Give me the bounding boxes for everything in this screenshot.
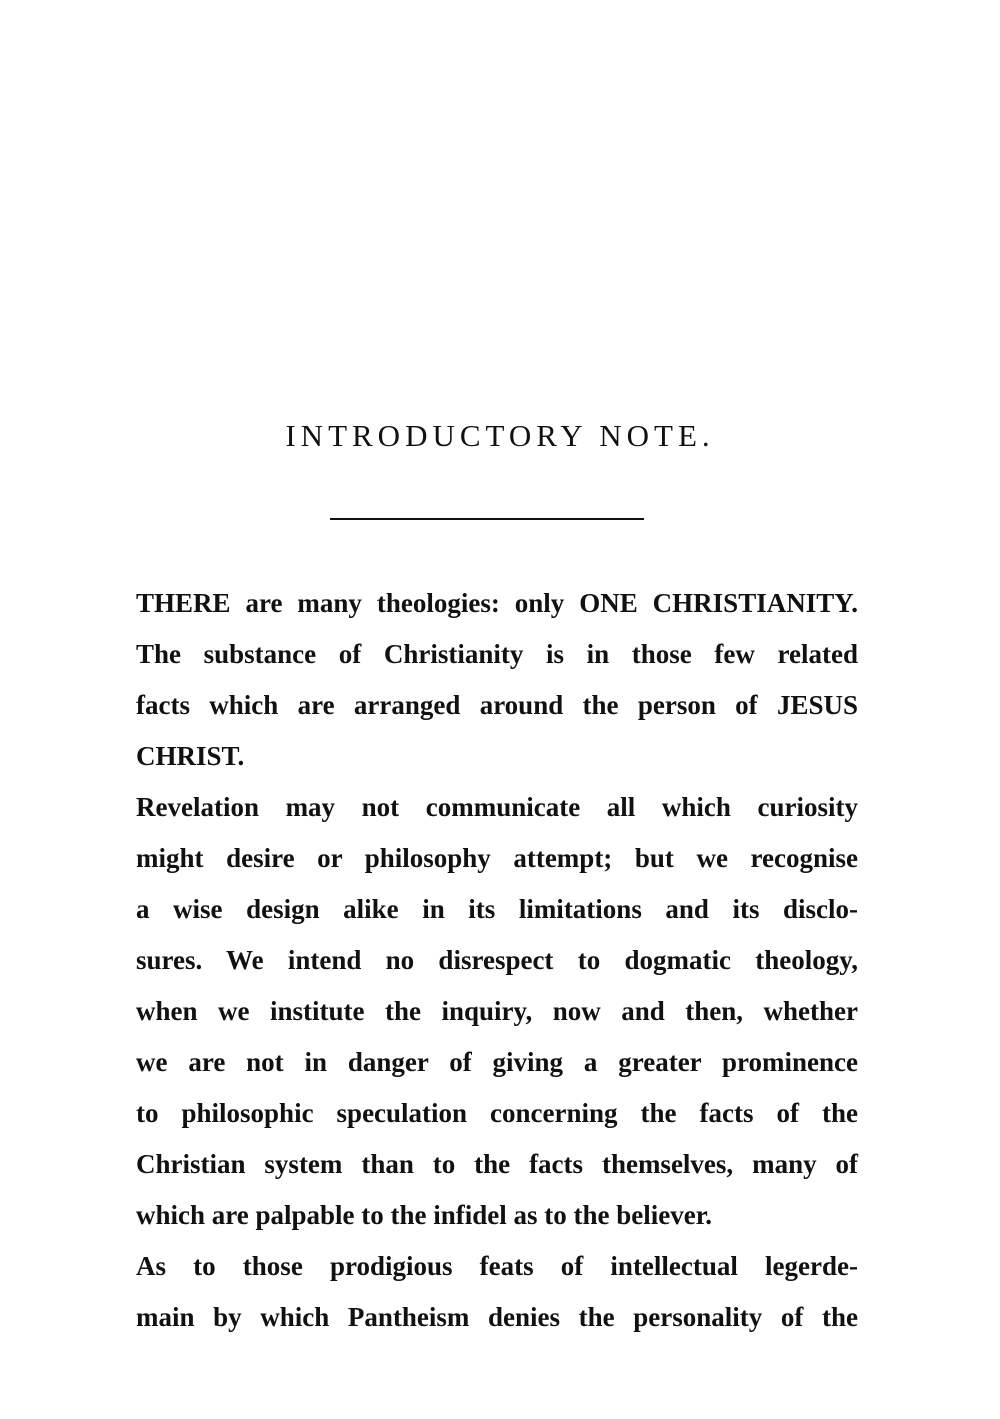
text-line: sures. We intend no disrespect to dogmatic theology, — [136, 945, 858, 975]
text-line: Revelation may not communicate all which curiosity — [136, 792, 858, 822]
text-line: when we institute the inquiry, now and then, whether — [136, 996, 858, 1026]
text-line: which are palpable to the infidel as to the believer. — [136, 1200, 712, 1230]
text-line: to philosophic speculation concerning the facts of the — [136, 1098, 858, 1128]
text-line: we are not in danger of giving a greater prominence — [136, 1047, 858, 1077]
text-line: main by which Pantheism denies the personality of the — [136, 1302, 858, 1332]
text-line: might desire or philosophy attempt; but we recognise — [136, 843, 858, 873]
text-line: facts which are arranged around the person of JESUS — [136, 690, 858, 720]
text-line: THERE are many theologies: only ONE CHRISTIANITY. — [136, 588, 858, 618]
title-divider — [330, 518, 644, 520]
text-line: CHRIST. — [136, 741, 245, 771]
text-line: a wise design alike in its limitations and its disclo- — [136, 894, 858, 924]
text-line: Christian system than to the facts themselves, many of — [136, 1149, 858, 1179]
page-title: INTRODUCTORY NOTE. — [285, 418, 715, 453]
text-line: The substance of Christianity is in those few related — [136, 639, 858, 669]
body-text — [136, 578, 858, 1343]
text-line: As to those prodigious feats of intellectual legerde- — [136, 1251, 858, 1281]
